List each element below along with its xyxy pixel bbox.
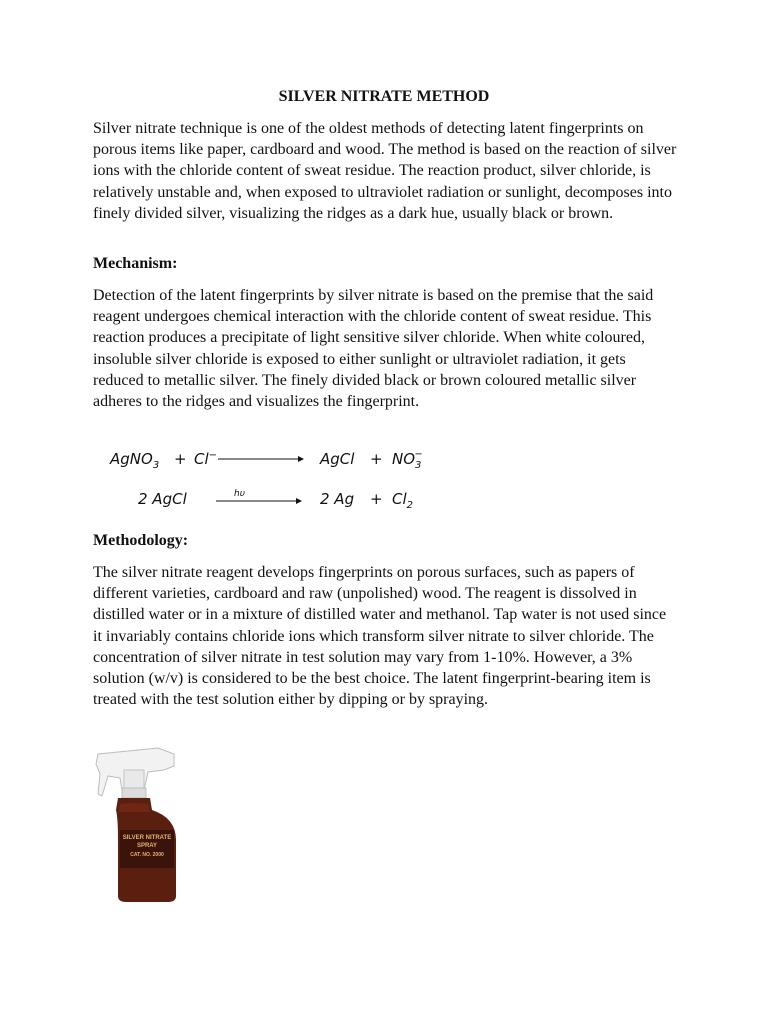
eq1-plus2: + (370, 450, 383, 468)
reaction-equations (104, 440, 444, 518)
eq1-product2: NO (392, 450, 416, 468)
equation-1 (109, 449, 423, 471)
equation-2 (138, 489, 413, 511)
eq1-reactant2-sup: − (208, 450, 218, 461)
mechanism-heading: Mechanism: (93, 255, 178, 272)
eq2-product2: Cl (392, 490, 407, 508)
spray-cap (122, 788, 146, 798)
intro-paragraph: Silver nitrate technique is one of the oldest methods of detecting latent fingerprints on porous items like paper, cardboard and wood. The method is based on the reaction of silver ions with the chloride content of sweat residue. The reaction product, silver chloride, is relatively unstable and, when exposed to ultraviolet radiation or sunlight, decomposes into finely divided silver, visualizing the ridges as a dark hue, usually black or brown. (93, 120, 677, 222)
bottle-label-line2: SPRAY (136, 843, 158, 849)
bottle-label-line1: SILVER NITRATE (122, 835, 172, 841)
bottle-highlight (118, 803, 150, 812)
eq2-plus: + (370, 490, 383, 508)
svg-text:AgNO3 (109, 450, 159, 471)
eq1-product2-sub: 3 (415, 460, 422, 471)
eq1-reactant1: AgNO (110, 450, 153, 468)
eq1-reactant2: Cl (194, 450, 209, 468)
methodology-paragraph: The silver nitrate reagent develops fingerprints on porous surfaces, such as papers of different varieties, cardboard and raw (unpolished) wood. The reagent is dissolved in distilled water or in a mixture of distilled water and methanol. Tap water is not used since it invariably contains chloride ions which transform silver nitrate to silver chloride. The concentration of silver nitrate in test solution may vary from 1-10%. However, a 3% solution (w/v) is considered to be the best choice. The latent fingerprint-bearing item is treated with the test solution either by dipping or by spraying. (93, 564, 667, 709)
eq1-plus1: + (174, 450, 187, 468)
eq2-arrow-head (296, 498, 302, 504)
eq2-reactant: 2 AgCl (138, 490, 187, 508)
document-title: SILVER NITRATE METHOD (278, 88, 490, 105)
eq1-product2-sup: − (414, 449, 423, 460)
eq2-product2-sub: 2 (406, 500, 414, 511)
silver-nitrate-spray-bottle-image (94, 740, 186, 906)
eq1-reactant1-sub: 3 (152, 460, 160, 471)
methodology-heading: Methodology: (93, 532, 189, 549)
eq2-product1: 2 Ag (320, 490, 355, 508)
eq1-arrow-head (298, 456, 304, 462)
bottle-label-line3: CAT. NO. 2000 (130, 852, 164, 858)
eq1-product1: AgCl (320, 450, 355, 468)
svg-text:NO3− (392, 449, 423, 471)
mechanism-paragraph: Detection of the latent fingerprints by silver nitrate is based on the premise that the said reagent undergoes chemical interaction with the chloride content of sweat residue. This reaction produces a precipitate of light sensitive silver chloride. When white coloured, insoluble silver chloride is exposed to either sunlight or ultraviolet radiation, it gets reduced to metallic silver. The finely divided black or brown coloured metallic silver adheres to the ridges and visualizes the fingerprint. (93, 287, 654, 411)
eq2-condition: hυ (234, 489, 245, 499)
svg-text:Cl− (194, 450, 217, 468)
svg-text:Cl2 (392, 490, 413, 511)
